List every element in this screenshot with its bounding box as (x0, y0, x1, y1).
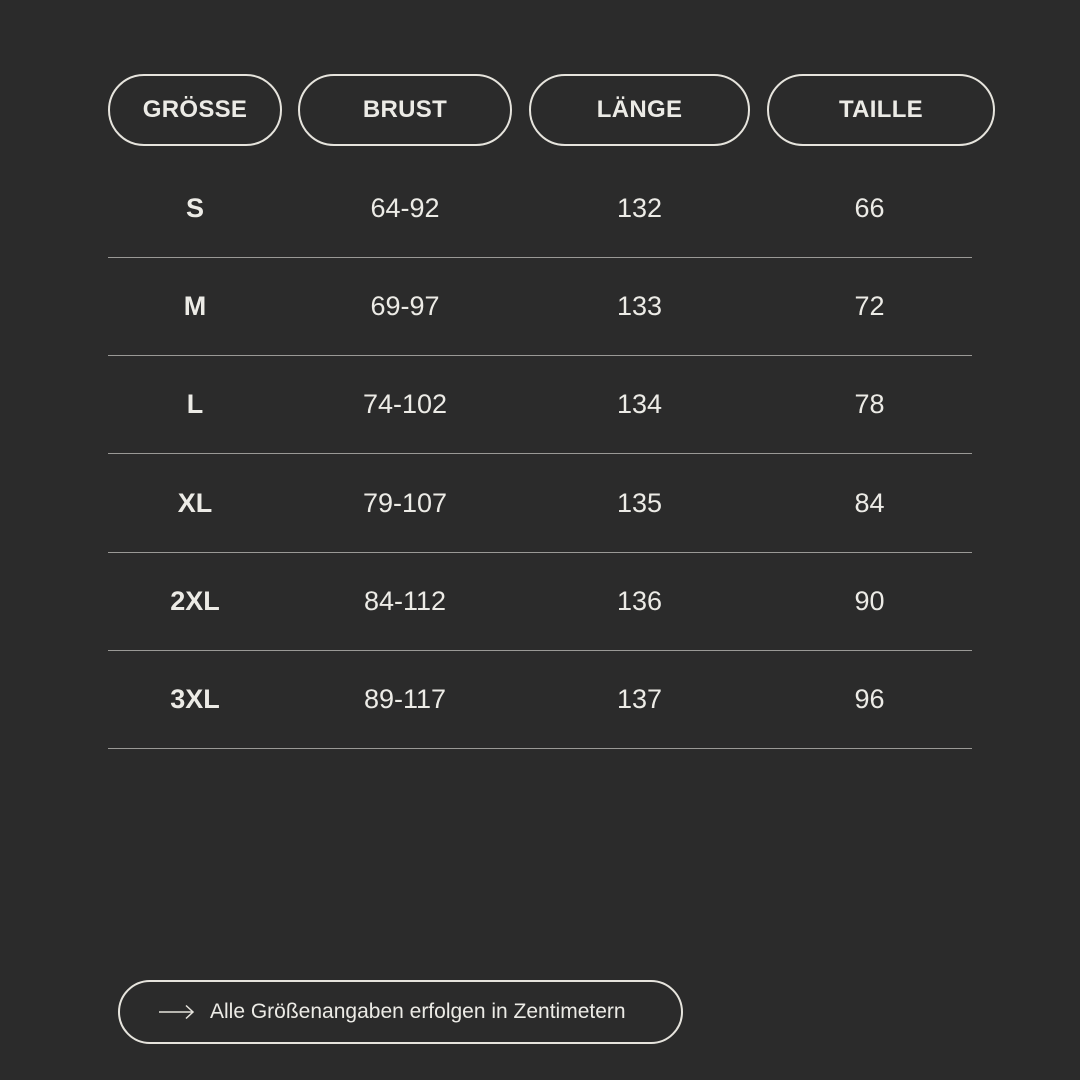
size-cell: 3XL (170, 683, 220, 714)
chest-cell: 84-112 (363, 585, 447, 616)
chest-cell: 69-97 (370, 290, 440, 321)
unit-note-text: Alle Größenangaben erfolgen in Zentimetern (210, 1000, 626, 1023)
chest-cell: 79-107 (362, 487, 448, 518)
header-length: LÄNGE (529, 74, 750, 146)
table-row (108, 553, 972, 651)
chest-cell: 64-92 (370, 192, 440, 223)
header-waist: TAILLE (767, 74, 995, 146)
unit-note (118, 980, 683, 1044)
waist-cell: 84 (854, 487, 885, 518)
length-cell: 137 (616, 683, 663, 714)
waist-cell: 90 (854, 585, 885, 616)
size-cell: S (185, 192, 204, 223)
table-row (108, 258, 972, 356)
length-cell: 133 (616, 290, 663, 321)
table-row (108, 356, 972, 454)
chest-cell: 74-102 (362, 388, 448, 419)
waist-cell: 78 (854, 388, 885, 419)
length-cell: 134 (616, 388, 663, 419)
table-row (108, 455, 972, 553)
header-size: GRÖSSE (108, 74, 282, 146)
table-row (108, 651, 972, 749)
arrow-right-icon (158, 1003, 196, 1021)
chest-cell: 89-117 (363, 683, 447, 714)
table-row (108, 160, 972, 258)
size-cell: 2XL (170, 585, 220, 616)
waist-cell: 66 (854, 192, 885, 223)
waist-cell: 72 (854, 290, 885, 321)
header-chest: BRUST (298, 74, 512, 146)
size-cell: XL (177, 487, 213, 518)
length-cell: 135 (616, 487, 663, 518)
length-cell: 132 (616, 192, 663, 223)
waist-cell: 96 (854, 683, 885, 714)
size-cell: M (183, 290, 207, 321)
length-cell: 136 (616, 585, 663, 616)
size-cell: L (186, 388, 204, 419)
